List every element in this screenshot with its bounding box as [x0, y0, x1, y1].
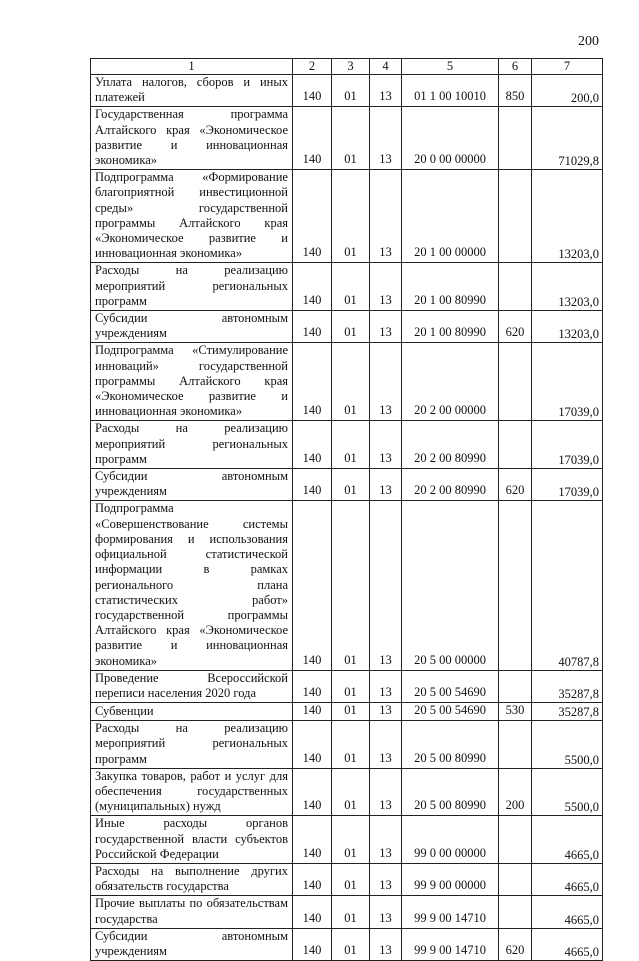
row-code-2: 140	[293, 721, 332, 769]
row-description: Государственная программа Алтайского края «Экономическое развитие и инновационная экономика»	[91, 107, 293, 170]
row-amount: 35287,8	[532, 703, 603, 721]
table-row	[91, 107, 603, 170]
row-code-6	[499, 343, 532, 421]
budget-table	[90, 58, 603, 961]
row-code-4: 13	[370, 896, 402, 928]
row-description: Расходы на реализацию мероприятий региональных программ	[91, 421, 293, 469]
row-code-5: 20 2 00 80990	[402, 469, 499, 501]
row-code-3: 01	[332, 501, 370, 670]
row-description: Субсидии автономным учреждениям	[91, 469, 293, 501]
row-code-5: 20 5 00 00000	[402, 501, 499, 670]
row-code-3: 01	[332, 670, 370, 702]
row-code-2: 140	[293, 421, 332, 469]
table-row	[91, 928, 603, 960]
row-code-6: 850	[499, 75, 532, 107]
row-code-4: 13	[370, 170, 402, 263]
row-code-3: 01	[332, 863, 370, 895]
row-amount: 5500,0	[532, 768, 603, 816]
row-description: Субвенции	[91, 703, 293, 721]
row-code-5: 20 1 00 80990	[402, 263, 499, 311]
row-code-3: 01	[332, 928, 370, 960]
row-code-2: 140	[293, 107, 332, 170]
table-row	[91, 170, 603, 263]
column-header-5: 5	[402, 59, 499, 75]
row-description: Расходы на выполнение других обязательств государства	[91, 863, 293, 895]
row-code-6: 620	[499, 469, 532, 501]
table-row	[91, 469, 603, 501]
table-row	[91, 311, 603, 343]
row-amount: 4665,0	[532, 863, 603, 895]
row-code-4: 13	[370, 670, 402, 702]
row-code-3: 01	[332, 263, 370, 311]
row-code-2: 140	[293, 863, 332, 895]
row-code-4: 13	[370, 816, 402, 864]
table-row	[91, 670, 603, 702]
row-code-4: 13	[370, 75, 402, 107]
row-description: Прочие выплаты по обязательствам государства	[91, 896, 293, 928]
row-code-4: 13	[370, 263, 402, 311]
row-code-6	[499, 863, 532, 895]
row-code-2: 140	[293, 816, 332, 864]
row-code-2: 140	[293, 928, 332, 960]
row-code-2: 140	[293, 896, 332, 928]
row-code-3: 01	[332, 421, 370, 469]
row-amount: 35287,8	[532, 670, 603, 702]
row-code-4: 13	[370, 928, 402, 960]
row-code-2: 140	[293, 343, 332, 421]
row-code-6: 620	[499, 928, 532, 960]
table-row	[91, 896, 603, 928]
table-row	[91, 721, 603, 769]
row-code-5: 20 2 00 00000	[402, 343, 499, 421]
row-code-2: 140	[293, 311, 332, 343]
row-code-2: 140	[293, 75, 332, 107]
row-code-3: 01	[332, 75, 370, 107]
row-amount: 4665,0	[532, 816, 603, 864]
row-code-3: 01	[332, 170, 370, 263]
row-code-3: 01	[332, 768, 370, 816]
row-code-5: 20 1 00 00000	[402, 170, 499, 263]
column-header-4: 4	[370, 59, 402, 75]
row-description: Субсидии автономным учреждениям	[91, 311, 293, 343]
row-code-5: 20 1 00 80990	[402, 311, 499, 343]
table-row	[91, 421, 603, 469]
row-code-4: 13	[370, 703, 402, 721]
row-code-2: 140	[293, 501, 332, 670]
column-header-2: 2	[293, 59, 332, 75]
table-row	[91, 768, 603, 816]
row-code-6	[499, 421, 532, 469]
row-code-5: 99 9 00 14710	[402, 928, 499, 960]
row-amount: 5500,0	[532, 721, 603, 769]
row-code-3: 01	[332, 311, 370, 343]
row-code-6	[499, 107, 532, 170]
header-row	[91, 59, 603, 75]
row-description: Проведение Всероссийской переписи населения 2020 года	[91, 670, 293, 702]
row-amount: 40787,8	[532, 501, 603, 670]
row-description: Подпрограмма «Формирование благоприятной инвестиционной среды» государственной программы Алтайского края «Экономическое развитие и инновационная экономика»	[91, 170, 293, 263]
row-code-5: 20 0 00 00000	[402, 107, 499, 170]
row-code-6	[499, 670, 532, 702]
row-code-5: 20 5 00 54690	[402, 670, 499, 702]
table-header	[91, 59, 603, 75]
row-code-3: 01	[332, 816, 370, 864]
row-code-4: 13	[370, 421, 402, 469]
row-code-4: 13	[370, 721, 402, 769]
row-amount: 71029,8	[532, 107, 603, 170]
row-code-2: 140	[293, 263, 332, 311]
row-code-6	[499, 170, 532, 263]
row-code-5: 20 5 00 54690	[402, 703, 499, 721]
table-row	[91, 863, 603, 895]
row-code-4: 13	[370, 107, 402, 170]
row-code-4: 13	[370, 469, 402, 501]
row-code-3: 01	[332, 703, 370, 721]
row-code-5: 20 5 00 80990	[402, 721, 499, 769]
row-code-4: 13	[370, 343, 402, 421]
row-code-3: 01	[332, 107, 370, 170]
row-code-6	[499, 501, 532, 670]
row-code-3: 01	[332, 721, 370, 769]
row-code-6	[499, 896, 532, 928]
row-code-4: 13	[370, 501, 402, 670]
table-row	[91, 501, 603, 670]
row-code-3: 01	[332, 343, 370, 421]
row-description: Расходы на реализацию мероприятий региональных программ	[91, 721, 293, 769]
table-row	[91, 343, 603, 421]
row-amount: 17039,0	[532, 421, 603, 469]
row-code-2: 140	[293, 703, 332, 721]
row-code-6	[499, 816, 532, 864]
row-code-5: 99 0 00 00000	[402, 816, 499, 864]
row-code-4: 13	[370, 768, 402, 816]
row-code-5: 99 9 00 00000	[402, 863, 499, 895]
row-description: Расходы на реализацию мероприятий региональных программ	[91, 263, 293, 311]
row-code-3: 01	[332, 896, 370, 928]
row-amount: 200,0	[532, 75, 603, 107]
row-description: Иные расходы органов государственной власти субъектов Российской Федерации	[91, 816, 293, 864]
page-number: 200	[578, 34, 599, 49]
row-amount: 4665,0	[532, 928, 603, 960]
row-amount: 13203,0	[532, 170, 603, 263]
row-amount: 13203,0	[532, 263, 603, 311]
row-code-2: 140	[293, 469, 332, 501]
table-row	[91, 263, 603, 311]
row-amount: 4665,0	[532, 896, 603, 928]
row-code-4: 13	[370, 311, 402, 343]
row-code-2: 140	[293, 768, 332, 816]
row-code-6	[499, 263, 532, 311]
row-code-6: 530	[499, 703, 532, 721]
row-description: Подпрограмма «Совершенствование системы формирования и использования официальной статистической информации в рамках регионального плана статистических работ» государственной программы Алтайского края «Экономическое развитие и инновационная экономика»	[91, 501, 293, 670]
row-description: Подпрограмма «Стимулирование инноваций» государственной программы Алтайского края «Экономическое развитие и инновационная экономика»	[91, 343, 293, 421]
table-row	[91, 816, 603, 864]
table-row	[91, 703, 603, 721]
row-code-5: 20 2 00 80990	[402, 421, 499, 469]
row-amount: 17039,0	[532, 343, 603, 421]
row-description: Уплата налогов, сборов и иных платежей	[91, 75, 293, 107]
row-code-5: 20 5 00 80990	[402, 768, 499, 816]
row-code-4: 13	[370, 863, 402, 895]
row-code-6: 200	[499, 768, 532, 816]
row-code-5: 01 1 00 10010	[402, 75, 499, 107]
row-code-5: 99 9 00 14710	[402, 896, 499, 928]
row-code-2: 140	[293, 170, 332, 263]
column-header-6: 6	[499, 59, 532, 75]
column-header-3: 3	[332, 59, 370, 75]
column-header-1: 1	[91, 59, 293, 75]
table-body	[91, 75, 603, 961]
row-description: Закупка товаров, работ и услуг для обеспечения государственных (муниципальных) нужд	[91, 768, 293, 816]
row-code-6	[499, 721, 532, 769]
table-row	[91, 75, 603, 107]
row-code-2: 140	[293, 670, 332, 702]
row-code-3: 01	[332, 469, 370, 501]
column-header-7: 7	[532, 59, 603, 75]
row-amount: 17039,0	[532, 469, 603, 501]
row-amount: 13203,0	[532, 311, 603, 343]
row-description: Субсидии автономным учреждениям	[91, 928, 293, 960]
row-code-6: 620	[499, 311, 532, 343]
